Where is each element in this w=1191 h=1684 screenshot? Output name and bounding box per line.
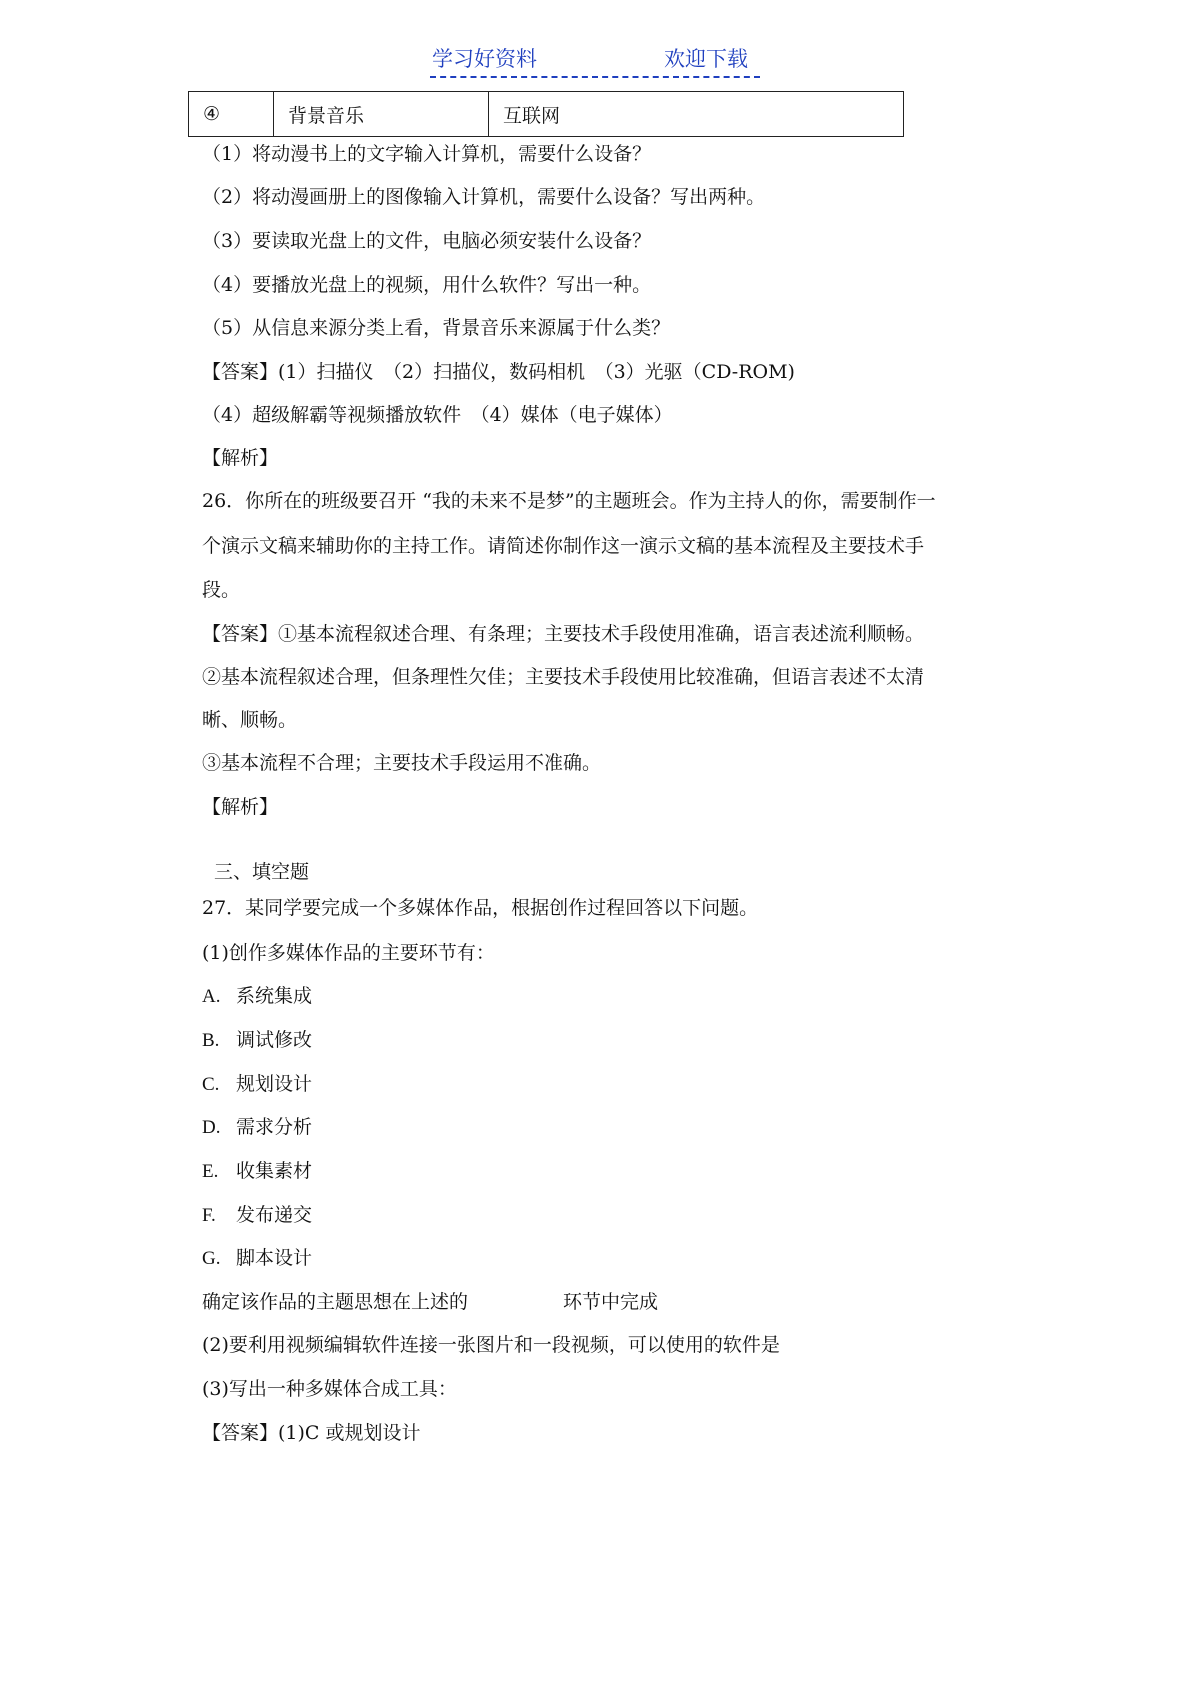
q27-option-f: [202, 1202, 312, 1229]
q27-option-g: [202, 1245, 312, 1272]
q26-answer-2: ②基本流程叙述合理，但条理性欠佳；主要技术手段使用比较准确，但语言表述不太清: [202, 666, 925, 688]
q25-analysis: 【解析】: [202, 447, 279, 469]
fill-text-after: 环节中完成: [563, 1291, 659, 1313]
q26-line-3: 段。: [202, 579, 241, 601]
table-cell-name: 背景音乐: [274, 92, 489, 137]
fill-text-before: 确定该作品的主题思想在上述的: [202, 1291, 469, 1313]
header-dashed-underline: [430, 76, 760, 78]
q25-sub-3: （3）要读取光盘上的文件，电脑必须安装什么设备？: [202, 230, 652, 252]
option-text: 系统集成: [236, 985, 313, 1007]
option-letter: C.: [202, 1074, 220, 1095]
q27-option-c: [202, 1071, 312, 1098]
option-letter: B.: [202, 1030, 220, 1051]
q27-answer: 【答案】(1)C 或规划设计: [202, 1422, 421, 1444]
q27-option-e: [202, 1158, 312, 1185]
option-text: 发布递交: [236, 1204, 313, 1226]
table-row: [189, 92, 904, 137]
q26-analysis: 【解析】: [202, 796, 279, 818]
option-text: 调试修改: [236, 1029, 313, 1051]
header-right-text: 欢迎下载: [664, 47, 748, 71]
section-3-title: 三、填空题: [214, 861, 310, 883]
option-text: 需求分析: [236, 1116, 313, 1138]
q27-part-1: (1)创作多媒体作品的主要环节有：: [202, 942, 495, 964]
q25-sub-2: （2）将动漫画册上的图像输入计算机，需要什么设备？写出两种。: [202, 186, 766, 208]
option-letter: A.: [202, 986, 221, 1007]
option-letter: E.: [202, 1161, 219, 1182]
option-letter: D.: [202, 1117, 221, 1138]
q27-stem: 27．某同学要完成一个多媒体作品，根据创作过程回答以下问题。: [202, 897, 759, 919]
q25-answer-line-2: （4）超级解霸等视频播放软件 （4）媒体（电子媒体）: [202, 404, 673, 426]
header-left-text: 学习好资料: [432, 47, 537, 71]
q27-fill-1: [202, 1289, 658, 1315]
q27-option-b: [202, 1027, 312, 1054]
q27-part-3: (3)写出一种多媒体合成工具：: [202, 1378, 457, 1400]
q26-answer-3: 晰、顺畅。: [202, 709, 298, 731]
option-letter: F.: [202, 1205, 216, 1226]
q26-line-1: 26．你所在的班级要召开 “我的未来不是梦”的主题班会。作为主持人的你，需要制作一: [202, 490, 936, 512]
option-letter: G.: [202, 1248, 221, 1269]
q27-part-2: (2)要利用视频编辑软件连接一张图片和一段视频，可以使用的软件是: [202, 1334, 780, 1356]
q25-answer-line-1: 【答案】(1）扫描仪 （2）扫描仪，数码相机 （3）光驱（CD-ROM): [202, 361, 795, 383]
q25-sub-1: （1）将动漫书上的文字输入计算机，需要什么设备？: [202, 143, 652, 165]
continued-table: [188, 91, 904, 137]
q26-answer-1: 【答案】①基本流程叙述合理、有条理；主要技术手段使用准确，语言表述流利顺畅。: [202, 623, 925, 645]
option-text: 脚本设计: [236, 1247, 313, 1269]
page-header: [0, 44, 1191, 84]
table-cell-index: ④: [189, 92, 274, 137]
q26-answer-4: ③基本流程不合理；主要技术手段运用不准确。: [202, 752, 602, 774]
table-cell-source: 互联网: [489, 92, 904, 137]
q27-option-a: [202, 983, 312, 1010]
option-text: 规划设计: [236, 1073, 313, 1095]
option-text: 收集素材: [236, 1160, 313, 1182]
q26-line-2: 个演示文稿来辅助你的主持工作。请简述你制作这一演示文稿的基本流程及主要技术手: [202, 535, 925, 557]
q25-sub-5: （5）从信息来源分类上看，背景音乐来源属于什么类？: [202, 317, 671, 339]
q27-option-d: [202, 1114, 312, 1141]
q25-sub-4: （4）要播放光盘上的视频，用什么软件？写出一种。: [202, 274, 652, 296]
